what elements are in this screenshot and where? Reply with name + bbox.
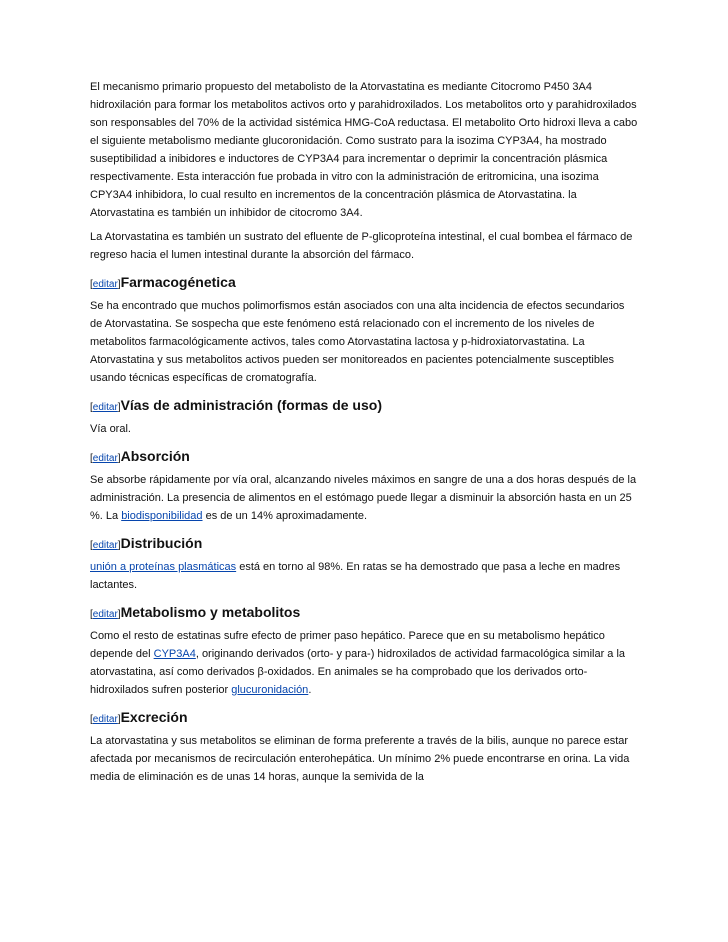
edit-link-wrapper: [editar] xyxy=(90,540,121,551)
glucuronidacion-link[interactable]: glucuronidación xyxy=(231,684,309,696)
section-title: Metabolismo y metabolitos xyxy=(120,604,301,620)
section-title: Farmacogénetica xyxy=(120,274,236,290)
intro-paragraph-1: El mecanismo primario propuesto del metabolisto de la Atorvastatina es mediante Citocromo P450 3A4 hidroxilación para formar los metabolitos activos orto y parahidroxilados. Los metabolitos orto y parahidroxilados son responsables del 70% de la actividad sistémica HMG-CoA reductasa. El metabolito Orto hidroxi lleva a cabo el siguiente metabolismo mediante glucoronidación. Como sustrato para la isozima CYP3A4, ha mostrado suseptibilidad a inibidores e inductores de CYP3A4 para incrementar o deprimir la concentración plásmica respectivamente. Esta interacción fue probada in vitro con la administración de eritromicina, una isozima CPY3A4 inhibidora, lo cual resulto en incrementos de la concentración plásmica de Atorvastatina. la Atorvastatina es también un inhibidor de citocromo 3A4. xyxy=(90,81,638,219)
section-text: Vía oral. xyxy=(90,423,131,435)
section-farmacogenetica xyxy=(90,270,638,387)
section-title: Excreción xyxy=(120,709,188,725)
edit-link[interactable]: editar xyxy=(92,714,118,725)
section-title: Absorción xyxy=(120,448,190,464)
section-heading xyxy=(90,444,638,471)
section-distribucion xyxy=(90,531,638,594)
edit-link-wrapper: [editar] xyxy=(90,714,121,725)
edit-link-wrapper: [editar] xyxy=(90,453,121,464)
section-text xyxy=(90,471,638,525)
text-run: está en torno al 98%. En ratas se ha demostrado que pasa a leche en madres lactantes. xyxy=(90,561,621,591)
edit-link[interactable]: editar xyxy=(92,279,118,290)
cyp3a4-link[interactable]: CYP3A4 xyxy=(153,648,196,660)
section-heading xyxy=(90,705,638,732)
edit-link[interactable]: editar xyxy=(92,609,118,620)
edit-link[interactable]: editar xyxy=(92,402,118,413)
edit-link-wrapper: [editar] xyxy=(90,402,121,413)
text-run: es de un 14% aproximadamente. xyxy=(202,510,368,522)
biodisponibilidad-link[interactable]: biodisponibilidad xyxy=(121,510,203,522)
section-heading xyxy=(90,270,638,297)
edit-link-wrapper: [editar] xyxy=(90,279,121,290)
section-title: Vías de administración (formas de uso) xyxy=(120,397,382,413)
section-heading xyxy=(90,600,638,627)
section-title: Distribución xyxy=(120,535,203,551)
section-text: Se ha encontrado que muchos polimorfismos están asociados con una alta incidencia de efectos secundarios de Atorvastatina. Se sospecha que este fenómeno está relacionado con el incremento de los niveles de metabolitos farmacológicamente activos, tales como Atorvastatina lactosa y p-hidroxiatorvastatina. La Atorvastatina y sus metabolitos activos pueden ser monitoreados en pacientes potencialmente susceptibles usando técnicas específicas de cromatografía. xyxy=(90,300,625,384)
edit-link[interactable]: editar xyxy=(92,540,118,551)
intro-paragraph-2: La Atorvastatina es también un sustrato del efluente de P-glicoproteína intestinal, el cual bombea el fármaco de regreso hacia el lumen intestinal durante la absorción del fármaco. xyxy=(90,231,633,261)
section-excrecion xyxy=(90,705,638,786)
section-metabolismo xyxy=(90,600,638,699)
section-absorcion xyxy=(90,444,638,525)
proteinas-plasmaticas-link[interactable]: unión a proteínas plasmáticas xyxy=(90,561,237,573)
section-heading xyxy=(90,393,638,420)
section-text xyxy=(90,627,638,699)
text-run: , originando derivados (orto- y para-) hidroxilados de actividad farmacológica similar a la atorvastatina, así como derivados β-oxidados. En animales se ha comprobado que los derivados orto-hidroxilados sufren posterior xyxy=(90,648,626,696)
section-heading xyxy=(90,531,638,558)
text-run: . xyxy=(308,684,312,696)
text-run: Se absorbe rápidamente por vía oral, alcanzando niveles máximos en sangre de una a dos horas después de la administración. La presencia de alimentos en el estómago puede llegar a disminuir la absorción hasta en un 25 %. La xyxy=(90,474,637,522)
section-text xyxy=(90,558,638,594)
section-text: La atorvastatina y sus metabolitos se eliminan de forma preferente a través de la bilis, aunque no parece estar afectada por mecanismos de recirculación enterohepática. Un mínimo 2% puede encontrarse en orina. La vida media de eliminación es de unas 14 horas, aunque la semivida de la xyxy=(90,735,630,783)
text-run: Como el resto de estatinas sufre efecto de primer paso hepático. Parece que en su metabolismo hepático depende del xyxy=(90,630,605,660)
section-vias-administracion xyxy=(90,393,638,438)
edit-link[interactable]: editar xyxy=(92,453,118,464)
document-page xyxy=(90,78,638,792)
edit-link-wrapper: [editar] xyxy=(90,609,121,620)
